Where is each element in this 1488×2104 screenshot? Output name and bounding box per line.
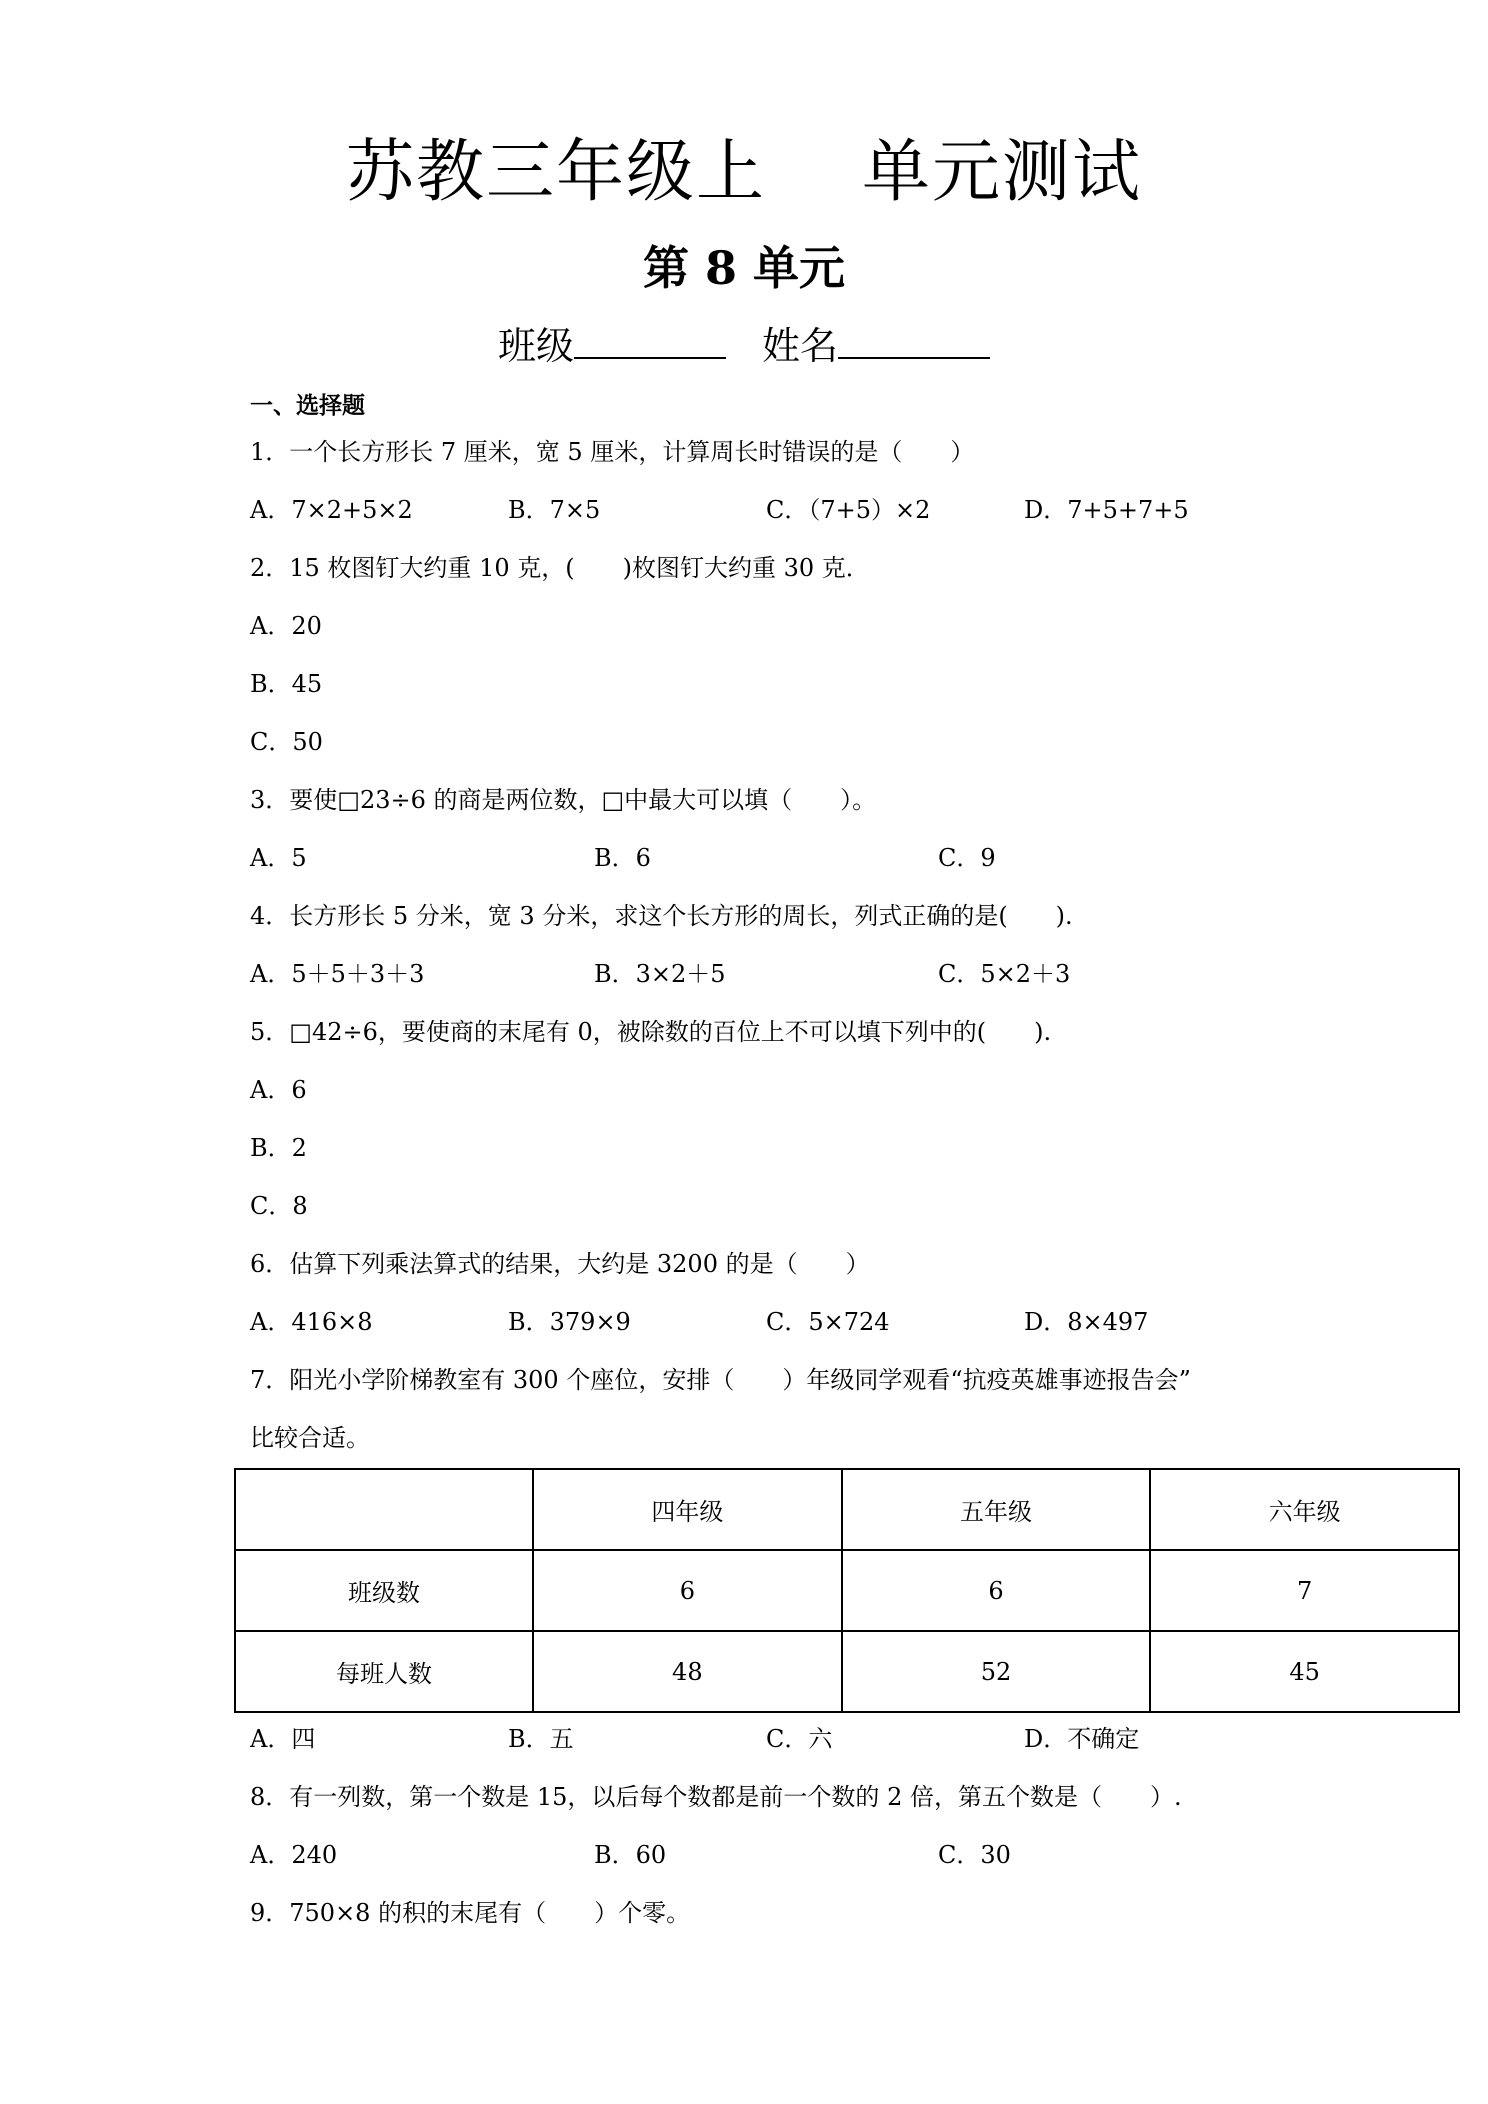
option: C．50 — [250, 728, 323, 756]
option: B．2 — [250, 1134, 307, 1162]
table-cell: 班级数 — [235, 1550, 533, 1631]
name-label: 姓名 — [762, 324, 839, 368]
option: B．60 — [594, 1841, 667, 1869]
exam-title — [0, 133, 1488, 213]
question-5: 5．□42÷6，要使商的末尾有 0，被除数的百位上不可以填下列中的( ). — [250, 1018, 1052, 1046]
title-right: 单元测试 — [862, 133, 1143, 212]
table-cell: 7 — [1150, 1550, 1459, 1631]
grade-table — [234, 1468, 1460, 1713]
option: C．8 — [250, 1192, 308, 1220]
option: A．四 — [250, 1725, 316, 1753]
table-header-cell: 五年级 — [842, 1469, 1151, 1550]
question-8: 8．有一列数，第一个数是 15，以后每个数都是前一个数的 2 倍，第五个数是（ ）. — [250, 1783, 1182, 1811]
table-header-row — [235, 1469, 1459, 1550]
title-left: 苏教三年级上 — [345, 133, 766, 212]
question-7: 7．阳光小学阶梯教室有 300 个座位，安排（ ）年级同学观看“抗疫英雄事迹报告会” — [250, 1366, 1191, 1394]
unit-subtitle: 第 8 单元 — [642, 241, 846, 295]
option: A．7×2+5×2 — [250, 496, 413, 524]
option: C．30 — [938, 1841, 1011, 1869]
option: C．5×2＋3 — [938, 960, 1071, 988]
option: B．7×5 — [508, 496, 601, 524]
option: A．6 — [250, 1076, 307, 1104]
option: A．5 — [250, 844, 307, 872]
option: C．5×724 — [766, 1308, 890, 1336]
table-cell — [235, 1469, 533, 1550]
option: D．7+5+7+5 — [1024, 496, 1189, 524]
table-cell: 52 — [842, 1631, 1151, 1712]
question-9: 9．750×8 的积的末尾有（ ）个零。 — [250, 1899, 691, 1927]
table-header-cell: 六年级 — [1150, 1469, 1459, 1550]
option: D．不确定 — [1024, 1725, 1140, 1753]
table-cell: 6 — [533, 1550, 842, 1631]
question-7-continued: 比较合适。 — [250, 1424, 370, 1452]
question-4: 4．长方形长 5 分米，宽 3 分米，求这个长方形的周长，列式正确的是( ). — [250, 902, 1073, 930]
option: C．六 — [766, 1725, 833, 1753]
class-blank[interactable] — [574, 327, 726, 359]
option: B．45 — [250, 670, 323, 698]
option: B．五 — [508, 1725, 574, 1753]
student-info — [0, 322, 1488, 370]
option: A．20 — [250, 612, 322, 640]
option: B．6 — [594, 844, 651, 872]
name-blank[interactable] — [838, 327, 990, 359]
table-cell: 每班人数 — [235, 1631, 533, 1712]
option: B．379×9 — [508, 1308, 631, 1336]
table-row — [235, 1631, 1459, 1712]
option: A．416×8 — [250, 1308, 373, 1336]
question-6: 6．估算下列乘法算式的结果，大约是 3200 的是（ ） — [250, 1250, 870, 1278]
option: B．3×2＋5 — [594, 960, 726, 988]
table-cell: 6 — [842, 1550, 1151, 1631]
option: A．240 — [250, 1841, 338, 1869]
table-row — [235, 1550, 1459, 1631]
option: A．5＋5＋3＋3 — [250, 960, 425, 988]
option: C．（7+5）×2 — [766, 496, 931, 524]
option: C．9 — [938, 844, 996, 872]
question-2: 2．15 枚图钉大约重 10 克，( )枚图钉大约重 30 克． — [250, 554, 870, 582]
option: D．8×497 — [1024, 1308, 1149, 1336]
table-cell: 45 — [1150, 1631, 1459, 1712]
table-cell: 48 — [533, 1631, 842, 1712]
question-1: 1．一个长方形长 7 厘米，宽 5 厘米，计算周长时错误的是（ ） — [250, 438, 975, 466]
section-title: 一、选择题 — [250, 393, 365, 419]
class-label: 班级 — [497, 324, 574, 368]
question-3: 3．要使□23÷6 的商是两位数，□中最大可以填（ ）。 — [250, 786, 877, 814]
table-header-cell: 四年级 — [533, 1469, 842, 1550]
